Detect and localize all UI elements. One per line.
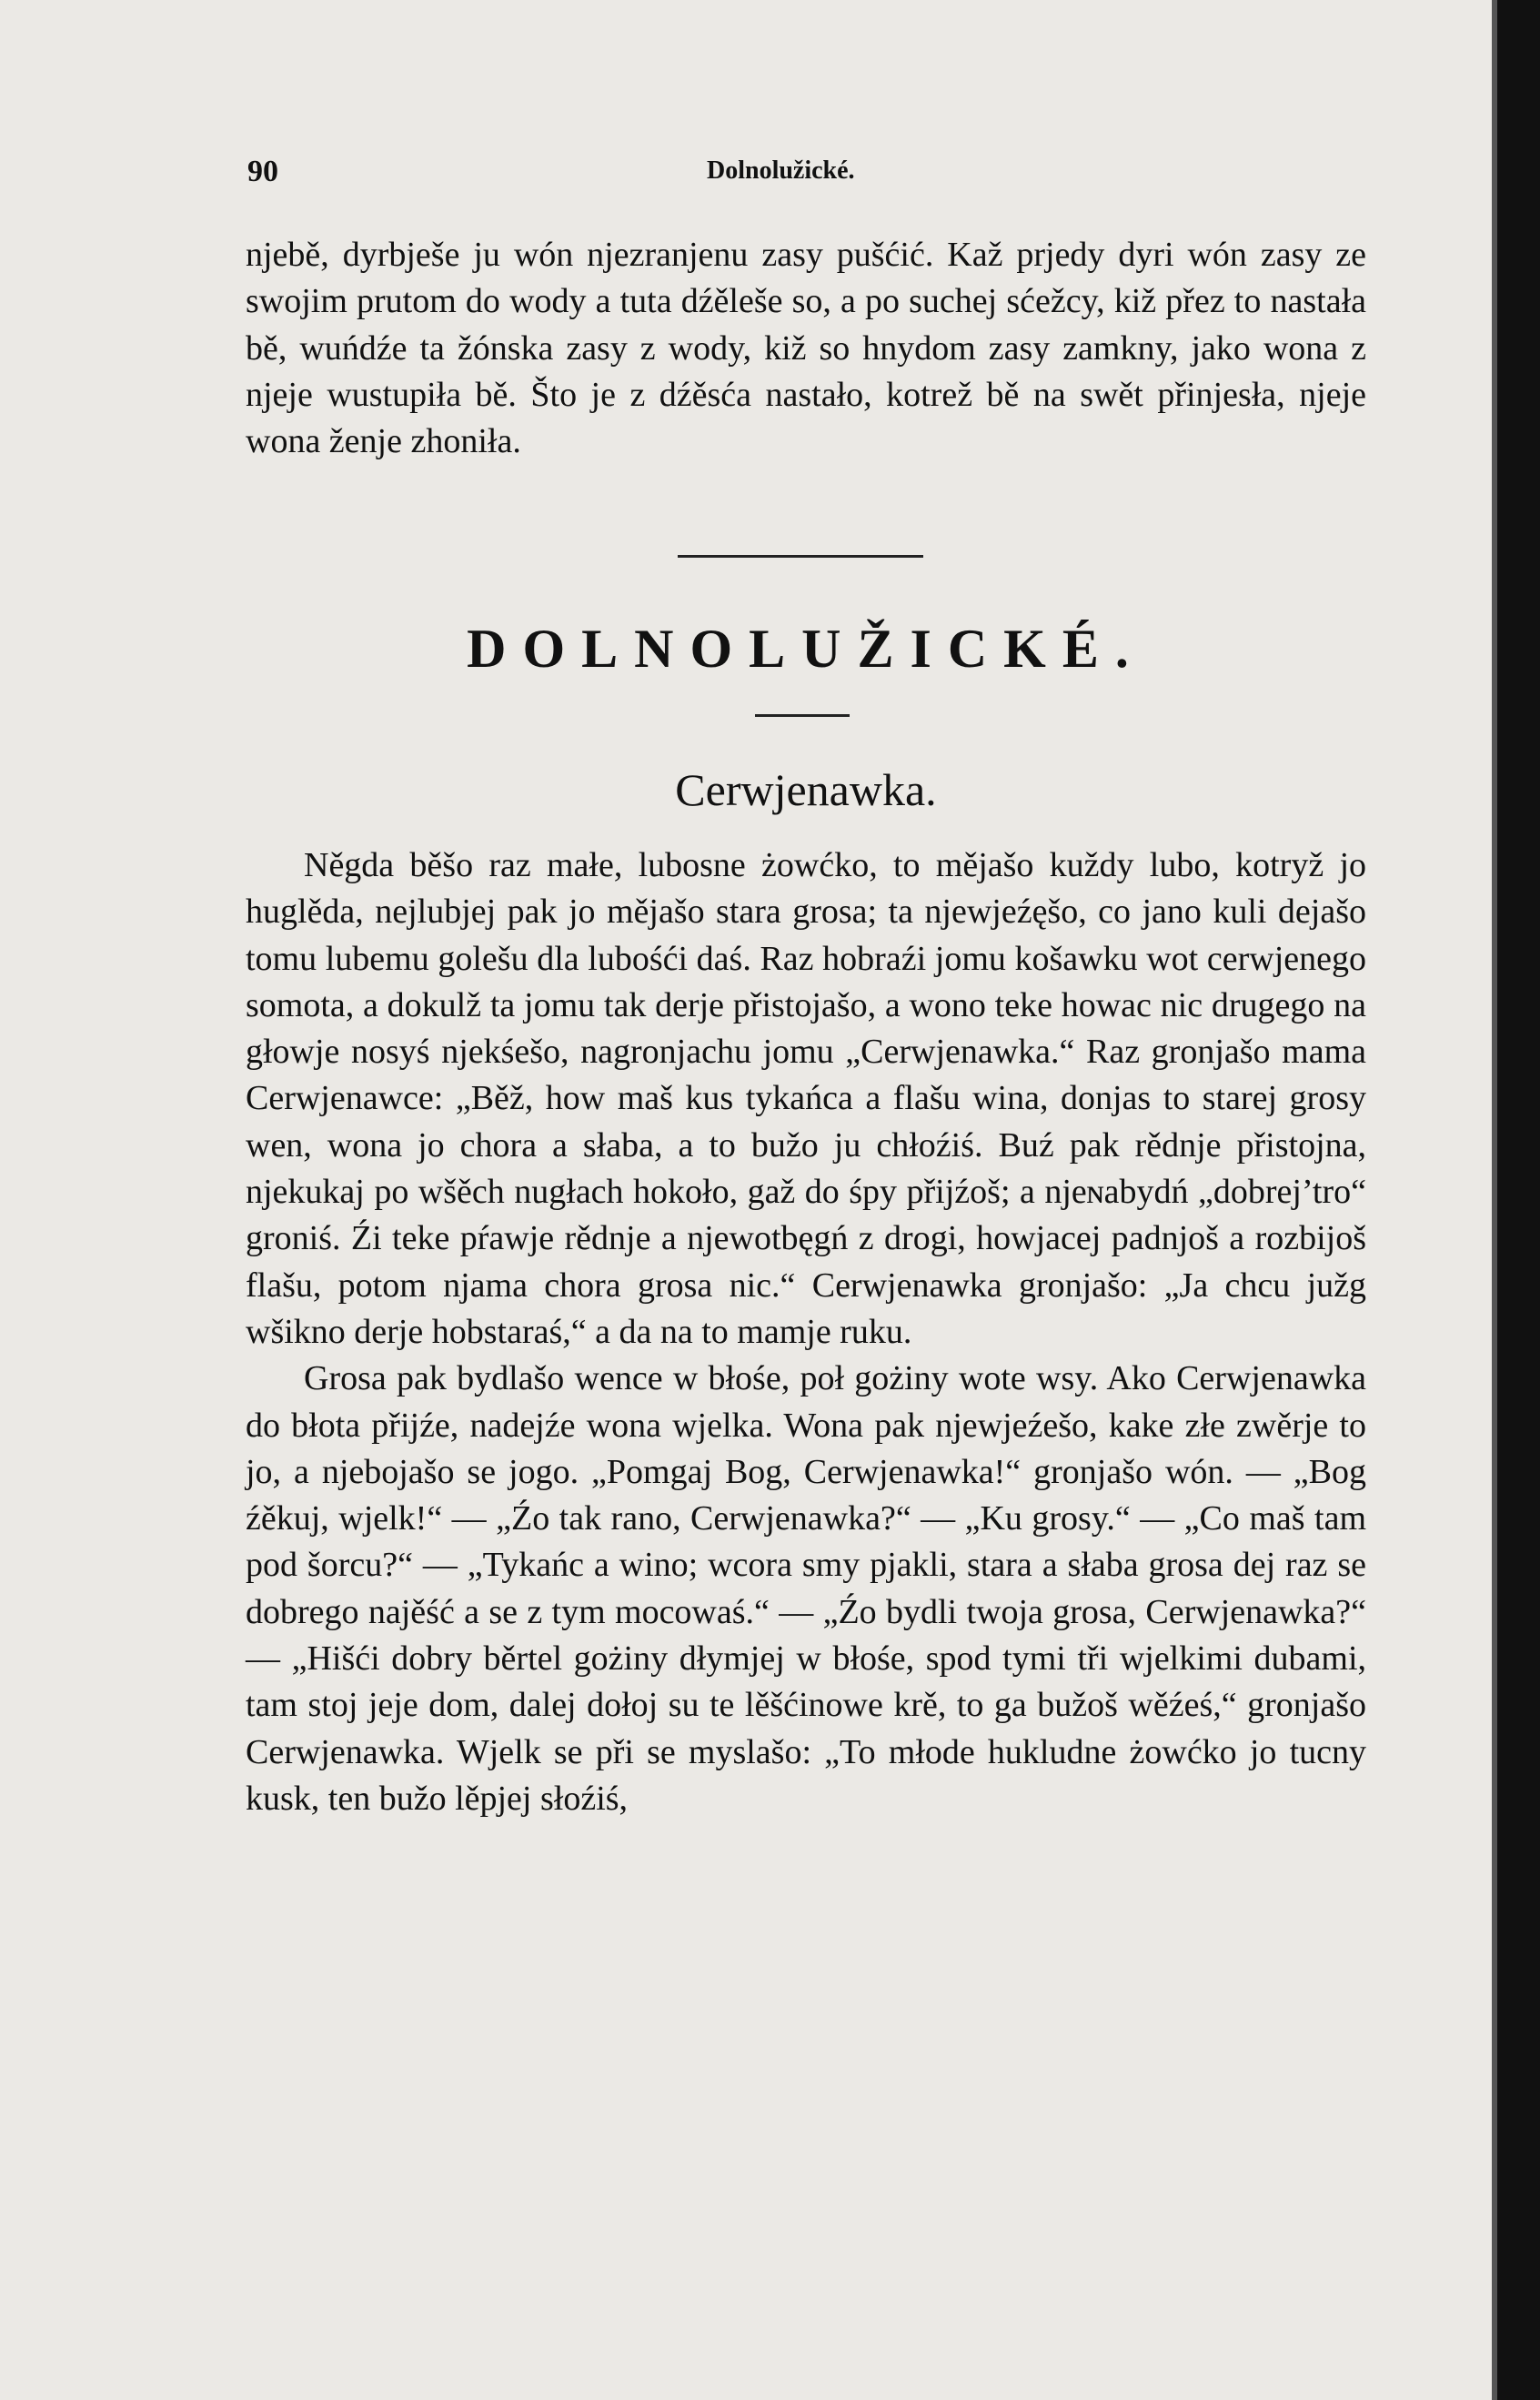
paragraph: njebě, dyrbješe ju wón njezranjenu zasy pušćić. Kaž prjedy dyri wón zasy ze swojim prutom do wody a tuta dźěleše so, a po suchej sćežcy, kiž přez to nastała bě, wuńdźe ta žónska zasy z wody, kiž so hnydom zasy zamkny, jako wona z njeje wustupiła bě. Što je z dźěsća nastało, kotrež bě na swět přinjesła, njeje wona ženje zhoniła. [246, 236, 1366, 461]
page-header [247, 155, 1366, 200]
paragraph: Něgda běšo raz małe, lubosne żowćko, to mějašo kuždy lubo, kotryž jo huglěda, nejlubjej pak jo mějašo stara grosa; ta njewjeźęšo, co jano kuli dejašo tomu lubemu golešu dla lubośći daś. Raz hobraźi jomu košawku wot cerwjenego somota, a dokulž ta jomu tak derje přistojašo, a wono teke howac nic drugego na głowje nosyś njekśešo, nagronjachu jomu „Cerwjenawka.“ Raz gronjašo mama Cerwjenawce: „Běž, how maš kus tykańca a flašu wina, donjas to starej grosy wen, wona jo chora a słaba, a to bužo ju chłoźiś. Buź pak rědnje přistojna, njekukaj po wšěch nugłach hokoło, gaž do śpy přijźoš; a njeɴabydń „dobrej’tro“ groniś. Źi teke pŕawje rědnje a njewotbęgń z drogi, howjacej padnjoš a rozbijoš flašu, potom njama chora grosa nic.“ Cerwjenawka gronjašo: „Ja chcu južg wšikno derje hobstaraś,“ a da na to mamje ruku. [246, 846, 1366, 1351]
section-rule-bottom [755, 714, 850, 717]
scan-border [1492, 0, 1540, 2400]
section-heading: DOLNOLUŽICKÉ. [467, 619, 1145, 679]
page-edge-shadow [1492, 0, 1497, 2400]
page-number: 90 [247, 155, 278, 188]
previous-story-ending [246, 232, 1366, 465]
paragraph: Grosa pak bydlašo wence w błośe, poł gożiny wote wsy. Ako Cerwjenawka do błota přijźe, nadejźe wona wjelka. Wona pak njewjeźešo, kake złe zwěrje to jo, a njebojašo se jogo. „Pomgaj Bog, Cerwjenawka!“ gronjašo wón. — „Bog źěkuj, wjelk!“ — „Źo tak rano, Cerwjenawka?“ — „Ku grosy.“ — „Co maš tam pod šorcu?“ — „Tykańc a wino; wcora smy pjakli, stara a słaba grosa dej raz se dobrego najěść a se z tym mocowaś.“ — „Źo bydli twoja grosa, Cerwjenawka?“ — „Hišći dobry běrtel gożiny dłymjej w błośe, spod tymi tři wjelkimi dubami, tam stoj jeje dom, dalej dołoj su te lěšćinowe krě, to ga bužoš wěźeś,“ gronjašo Cerwjenawka. Wjelk se při se myslašo: „To młode hukludne żowćko jo tucny kusk, ten bužo lěpjej słoźiś, [246, 1359, 1366, 1818]
story-title: Cerwjenawka. [675, 764, 937, 815]
running-head: Dolnolužické. [707, 156, 855, 185]
story-body [246, 842, 1366, 1822]
section-rule-top [678, 555, 923, 558]
